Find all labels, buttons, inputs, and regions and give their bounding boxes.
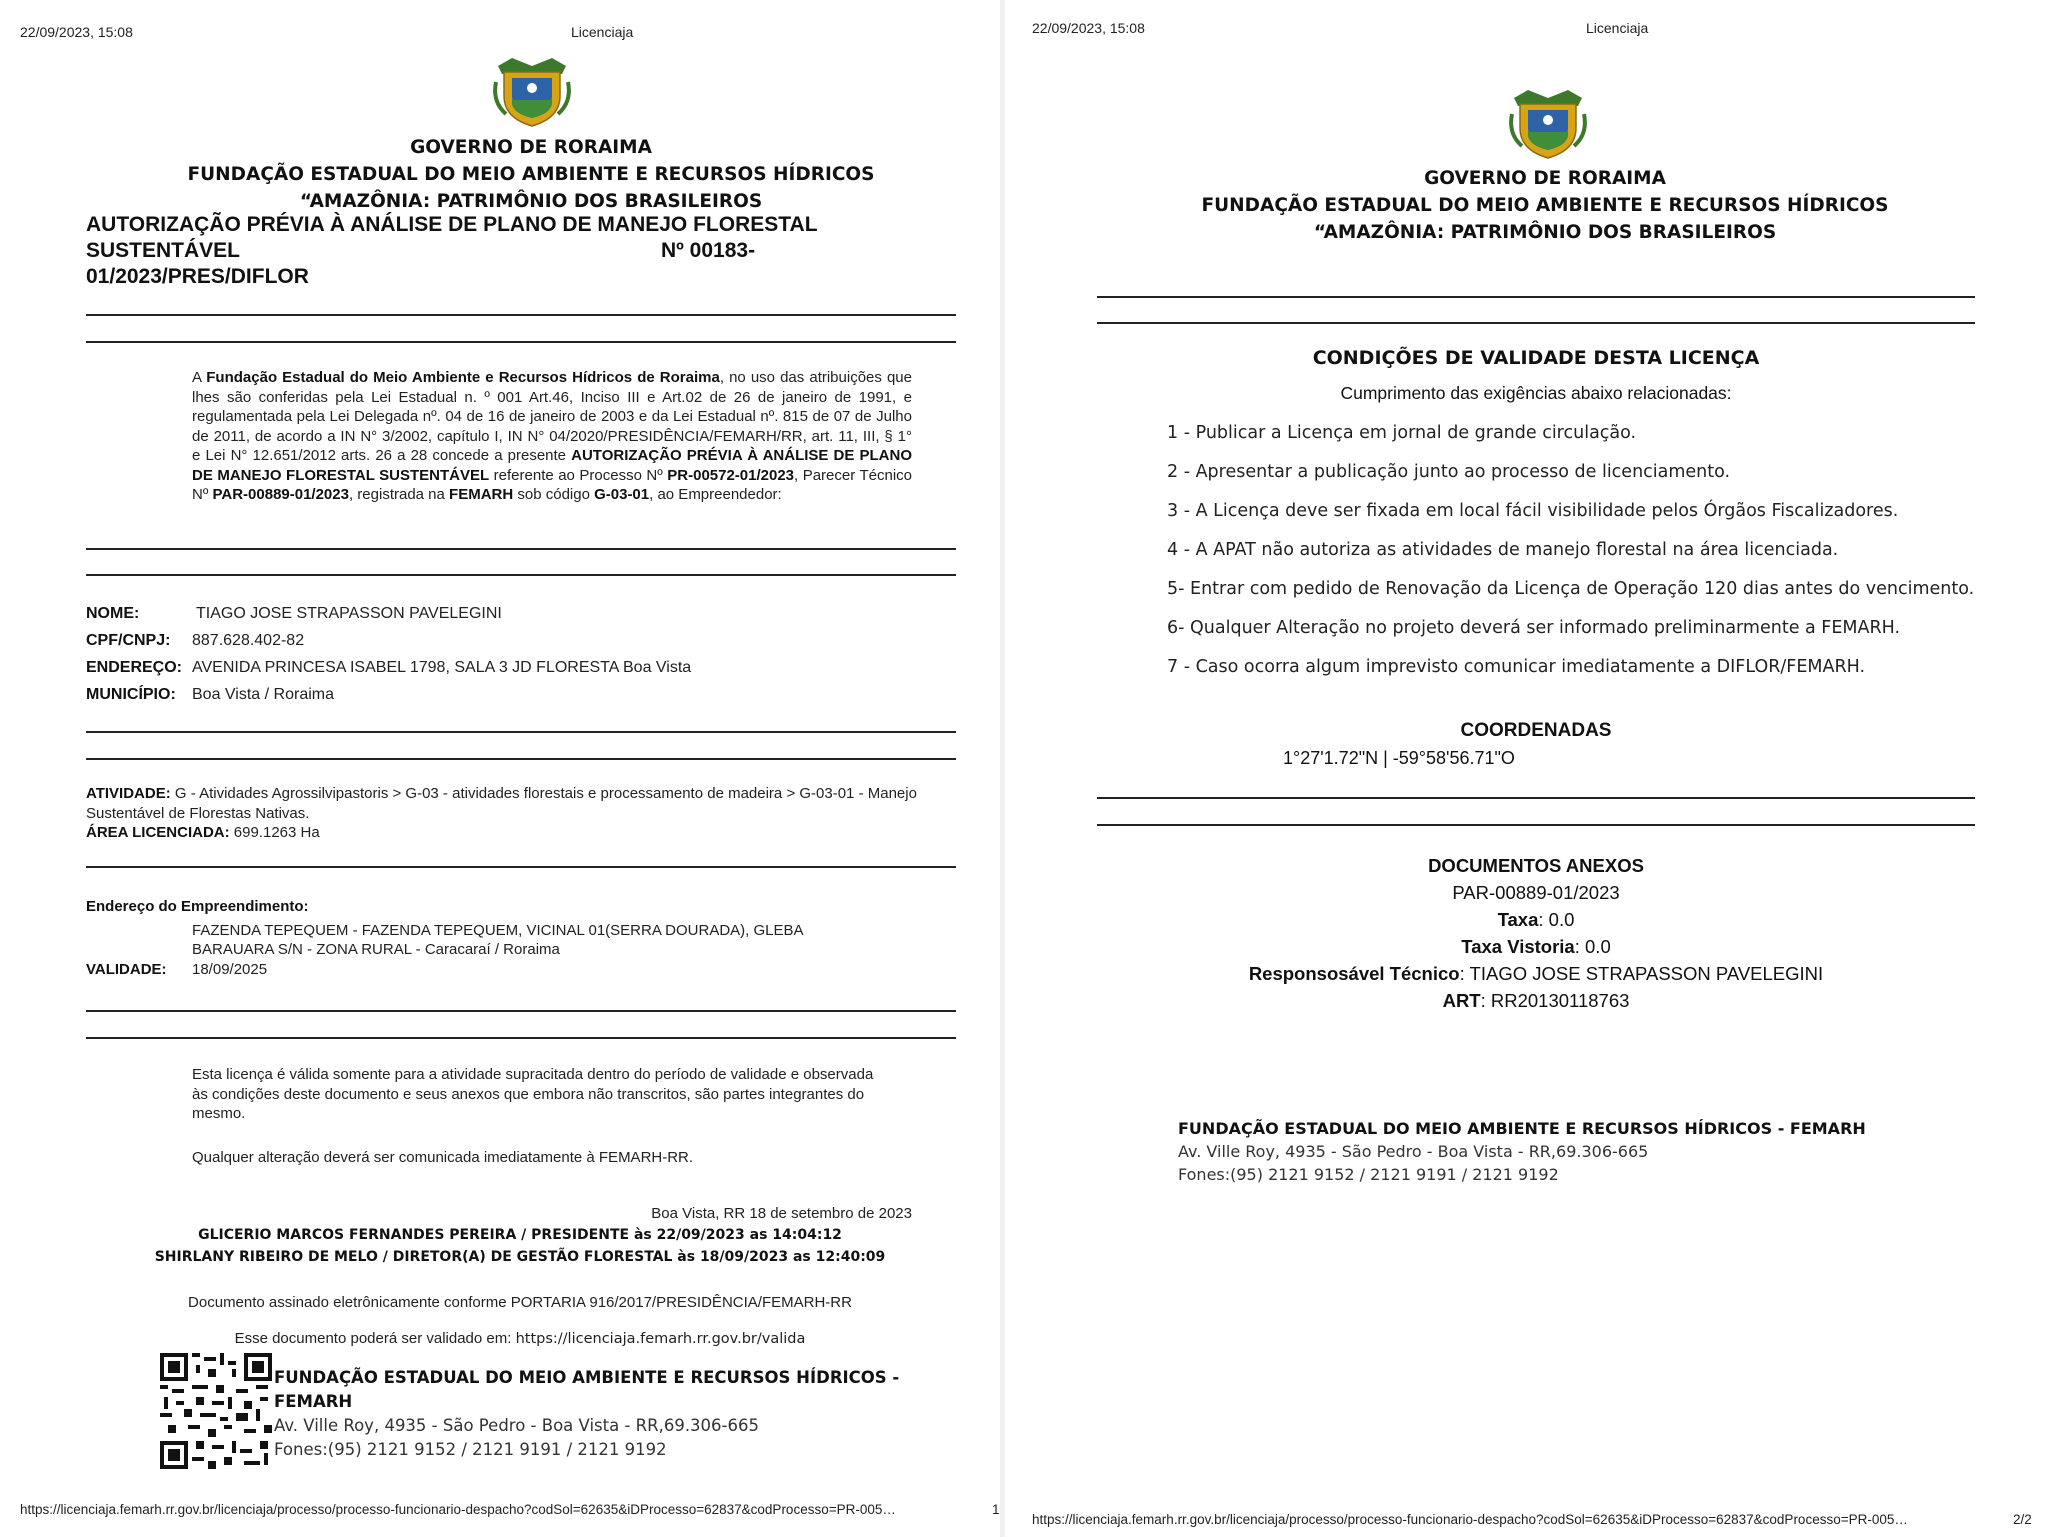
intro-text: , registrada na — [348, 486, 450, 503]
applicant-cpf: 887.628.402-82 — [192, 632, 305, 649]
fee-value: : 0.0 — [1538, 909, 1575, 930]
print-datetime: 22/09/2023, 15:08 — [20, 24, 133, 40]
activity-block — [86, 784, 946, 843]
cpf-label: CPF/CNPJ: — [86, 632, 171, 649]
divider — [86, 758, 956, 760]
contact-org-line-1: FUNDAÇÃO ESTADUAL DO MEIO AMBIENTE E RECURSOS HÍDRICOS - — [274, 1368, 900, 1387]
print-page-number: 1 — [992, 1502, 1000, 1517]
validation-qr-code[interactable] — [160, 1352, 272, 1470]
technician-label: Responsosável Técnico — [1248, 963, 1460, 984]
divider — [1097, 797, 1975, 799]
condition-item: 6- Qualquer Alteração no projeto deverá ser informado preliminarmente a FEMARH. — [1167, 618, 1901, 638]
divider — [86, 574, 956, 576]
applicant-city: Boa Vista / Roraima — [192, 686, 334, 703]
applicant-city-row — [86, 681, 946, 708]
divider — [86, 341, 956, 343]
print-footer-url[interactable]: https://licenciaja.femarh.rr.gov.br/licenciaja/processo/processo-funcionario-despacho?codSol=62635&iDProcesso=62837&codProcesso=PR-005… — [20, 1502, 896, 1517]
inspection-fee-value: : 0.0 — [1574, 936, 1611, 957]
divider — [86, 1010, 956, 1012]
condition-item: 3 - A Licença deve ser fixada em local fácil visibilidade pelos Órgãos Fiscalizadores. — [1167, 501, 1899, 521]
enterprise-address-line-2: BARAUARA S/N - ZONA RURAL - Caracaraí / Roraima — [192, 941, 560, 958]
area-value: 699.1263 Ha — [233, 824, 320, 841]
footer-contact-block — [1178, 1117, 1978, 1186]
applicant-name: TIAGO JOSE STRAPASSON PAVELEGINI — [196, 605, 502, 622]
condition-item: 4 - A APAT não autoriza as atividades de manejo florestal na área licenciada. — [1167, 540, 1839, 560]
intro-text: A — [192, 369, 207, 386]
document-page-2 — [1005, 0, 2048, 1537]
coordinates-title: COORDENADAS — [1460, 720, 1612, 741]
activity-code: G-03-01 — [594, 486, 650, 503]
validity-date: 18/09/2025 — [192, 960, 268, 978]
intro-paragraph — [192, 368, 912, 505]
intro-text: referente ao Processo Nº — [489, 466, 668, 484]
print-site-title: Licenciaja — [571, 24, 634, 40]
validity-row — [86, 960, 946, 980]
signer-2: SHIRLANY RIBEIRO DE MELO / DIRETOR(A) DE GESTÃO FLORESTAL às 18/09/2023 as 12:40:09 — [154, 1249, 886, 1265]
technical-opinion-number: PAR-00889-01/2023 — [212, 486, 349, 503]
fee-label: Taxa — [1497, 909, 1539, 930]
condition-item: 5- Entrar com pedido de Renovação da Licença de Operação 120 dias antes do vencimento. — [1167, 579, 1975, 599]
inspection-fee-row — [1097, 933, 1975, 960]
applicant-cpf-row — [86, 627, 946, 654]
intro-text: , ao Empreendedor: — [649, 486, 782, 503]
activity-value: G - Atividades Agrossilvipastoris > G-03 - atividades florestais e processamento de madeira > G-03-01 - Manejo Sustentável de Florestas Nativas. — [86, 785, 917, 822]
gov-name: GOVERNO DE RORAIMA — [410, 137, 652, 158]
intro-org: Fundação Estadual do Meio Ambiente e Recursos Hídricos de Roraima — [206, 369, 720, 386]
city-label: MUNICÍPIO: — [86, 686, 176, 703]
place-date: Boa Vista, RR 18 de setembro de 2023 — [651, 1205, 912, 1222]
validity-note: Esta licença é válida somente para a atividade supracitada dentro do período de validade e observada às condições deste documento e seus anexos que embora não transcritos, são partes integrantes do mesmo. — [192, 1066, 874, 1122]
validation-text: Esse documento poderá ser validado em: — [234, 1330, 516, 1347]
annexes-title: DOCUMENTOS ANEXOS — [1428, 855, 1644, 876]
org-block — [1105, 165, 1985, 246]
divider — [86, 314, 956, 316]
contact-phones: Fones:(95) 2121 9152 / 2121 9191 / 2121 9192 — [1178, 1165, 1559, 1184]
signer-1: GLICERIO MARCOS FERNANDES PEREIRA / PRESIDENTE às 22/09/2023 as 14:04:12 — [198, 1227, 842, 1243]
femarh-label: FEMARH — [449, 486, 514, 503]
title-line-2-row — [86, 238, 886, 264]
license-number: Nº 00183- — [661, 239, 756, 262]
art-value: : RR20130118763 — [1480, 990, 1630, 1011]
intro-text: , no uso das atribuições que lhes são conferidas pela Lei Estadual n. º 001 Art.46, Inciso III e Art.02 de 26 de janeiro de 1991, e regulamentada pela Lei Delegada nº. 04 de 16 de janeiro de 2003 e da Lei Estadual nº. 815 de 07 de Julho de 2011, de acordo a IN N° 3/2002, capítulo I, IN N° 04/2020/PRESIDÊNCIA/FEMARH/RR, art. 11, III, § 1° e Lei N° 12.651/2012 arts. 26 a 28 concede a presente — [192, 369, 912, 464]
divider — [1097, 824, 1975, 826]
intro-text: , Parecer Técnico Nº — [192, 466, 912, 503]
conditions-subtitle: Cumprimento das exigências abaixo relacionadas: — [1340, 383, 1732, 403]
condition-item: 7 - Caso ocorra algum imprevisto comunicar imediatamente a DIFLOR/FEMARH. — [1167, 657, 1866, 677]
art-label: ART — [1442, 990, 1481, 1011]
title-line-3: 01/2023/PRES/DIFLOR — [86, 265, 309, 288]
contact-org: FUNDAÇÃO ESTADUAL DO MEIO AMBIENTE E RECURSOS HÍDRICOS - FEMARH — [1178, 1119, 1866, 1138]
org-block — [100, 134, 962, 215]
intro-authorization: AUTORIZAÇÃO PRÉVIA À ANÁLISE DE PLANO DE MANEJO FLORESTAL SUSTENTÁVEL — [192, 447, 912, 484]
process-number: PR-00572-01/2023 — [667, 466, 795, 484]
art-row — [1097, 987, 1975, 1014]
contact-address: Av. Ville Roy, 4935 - São Pedro - Boa Vista - RR,69.306-665 — [1178, 1142, 1649, 1161]
applicant-name-row — [86, 600, 946, 627]
contact-address: Av. Ville Roy, 4935 - São Pedro - Boa Vista - RR,69.306-665 — [274, 1416, 760, 1435]
name-label: NOME: — [86, 605, 140, 622]
divider — [86, 866, 956, 868]
contact-org-line-2: FEMARH — [274, 1392, 353, 1411]
roraima-coat-of-arms-icon — [492, 52, 572, 128]
print-footer-url[interactable]: https://licenciaja.femarh.rr.gov.br/licenciaja/processo/processo-funcionario-despacho?codSol=62635&iDProcesso=62837&codProcesso=PR-005… — [1032, 1512, 1908, 1527]
conditions-title: CONDIÇÕES DE VALIDADE DESTA LICENÇA — [1312, 347, 1760, 369]
divider — [86, 548, 956, 550]
foundation-name: FUNDAÇÃO ESTADUAL DO MEIO AMBIENTE E RECURSOS HÍDRICOS — [1201, 195, 1889, 216]
applicant-block — [86, 600, 946, 708]
activity-label: ATIVIDADE: — [86, 785, 171, 802]
intro-text: sob código — [513, 486, 595, 503]
document-title — [86, 212, 886, 290]
divider — [1097, 296, 1975, 298]
motto: “AMAZÔNIA: PATRIMÔNIO DOS BRASILEIROS — [299, 191, 763, 212]
divider — [1097, 322, 1975, 324]
enterprise-address-label: Endereço do Empreendimento: — [86, 898, 309, 915]
conditions-list — [1167, 420, 1975, 693]
motto: “AMAZÔNIA: PATRIMÔNIO DOS BRASILEIROS — [1313, 222, 1777, 243]
foundation-name: FUNDAÇÃO ESTADUAL DO MEIO AMBIENTE E RECURSOS HÍDRICOS — [187, 164, 875, 185]
validity-label: VALIDADE: — [86, 960, 167, 978]
enterprise-address-line-1: FAZENDA TEPEQUEM - FAZENDA TEPEQUEM, VICINAL 01(SERRA DOURADA), GLEBA — [192, 921, 804, 939]
inspection-fee-label: Taxa Vistoria — [1461, 936, 1575, 957]
gov-name: GOVERNO DE RORAIMA — [1424, 168, 1666, 189]
title-line-2: SUSTENTÁVEL — [86, 239, 241, 262]
title-line-1: AUTORIZAÇÃO PRÉVIA À ANÁLISE DE PLANO DE MANEJO FLORESTAL — [86, 213, 818, 236]
area-label: ÁREA LICENCIADA: — [86, 824, 230, 841]
validation-link[interactable]: https://licenciaja.femarh.rr.gov.br/valida — [515, 1331, 806, 1347]
contact-phones: Fones:(95) 2121 9152 / 2121 9191 / 2121 9192 — [274, 1440, 667, 1459]
signers-block — [100, 1224, 940, 1268]
print-datetime: 22/09/2023, 15:08 — [1032, 20, 1145, 36]
print-page-number: 2/2 — [2013, 1512, 2032, 1527]
annexes-block — [1097, 852, 1975, 1014]
roraima-coat-of-arms-icon — [1508, 84, 1588, 160]
condition-item: 2 - Apresentar a publicação junto ao processo de licenciamento. — [1167, 462, 1731, 482]
condition-item: 1 - Publicar a Licença em jornal de grande circulação. — [1167, 423, 1637, 443]
divider — [86, 731, 956, 733]
validation-line — [100, 1329, 940, 1350]
annex-document: PAR-00889-01/2023 — [1452, 882, 1620, 903]
change-note: Qualquer alteração deverá ser comunicada imediatamente à FEMARH-RR. — [192, 1149, 694, 1166]
electronic-signature-note: Documento assinado eletrônicamente conforme PORTARIA 916/2017/PRESIDÊNCIA/FEMARH-RR — [188, 1294, 852, 1311]
fee-row — [1097, 906, 1975, 933]
footer-contact-block — [274, 1366, 914, 1462]
divider — [86, 1037, 956, 1039]
print-site-title: Licenciaja — [1586, 20, 1649, 36]
coordinates-value: 1°27'1.72"N | -59°58'56.71"O — [1283, 748, 1515, 768]
address-label: ENDEREÇO: — [86, 659, 183, 676]
enterprise-block — [86, 897, 946, 979]
applicant-address: AVENIDA PRINCESA ISABEL 1798, SALA 3 JD FLORESTA Boa Vista — [192, 659, 692, 676]
applicant-address-row — [86, 654, 946, 681]
technician-row — [1097, 960, 1975, 987]
document-page-1 — [0, 0, 1000, 1537]
technician-value: : TIAGO JOSE STRAPASSON PAVELEGINI — [1459, 963, 1824, 984]
